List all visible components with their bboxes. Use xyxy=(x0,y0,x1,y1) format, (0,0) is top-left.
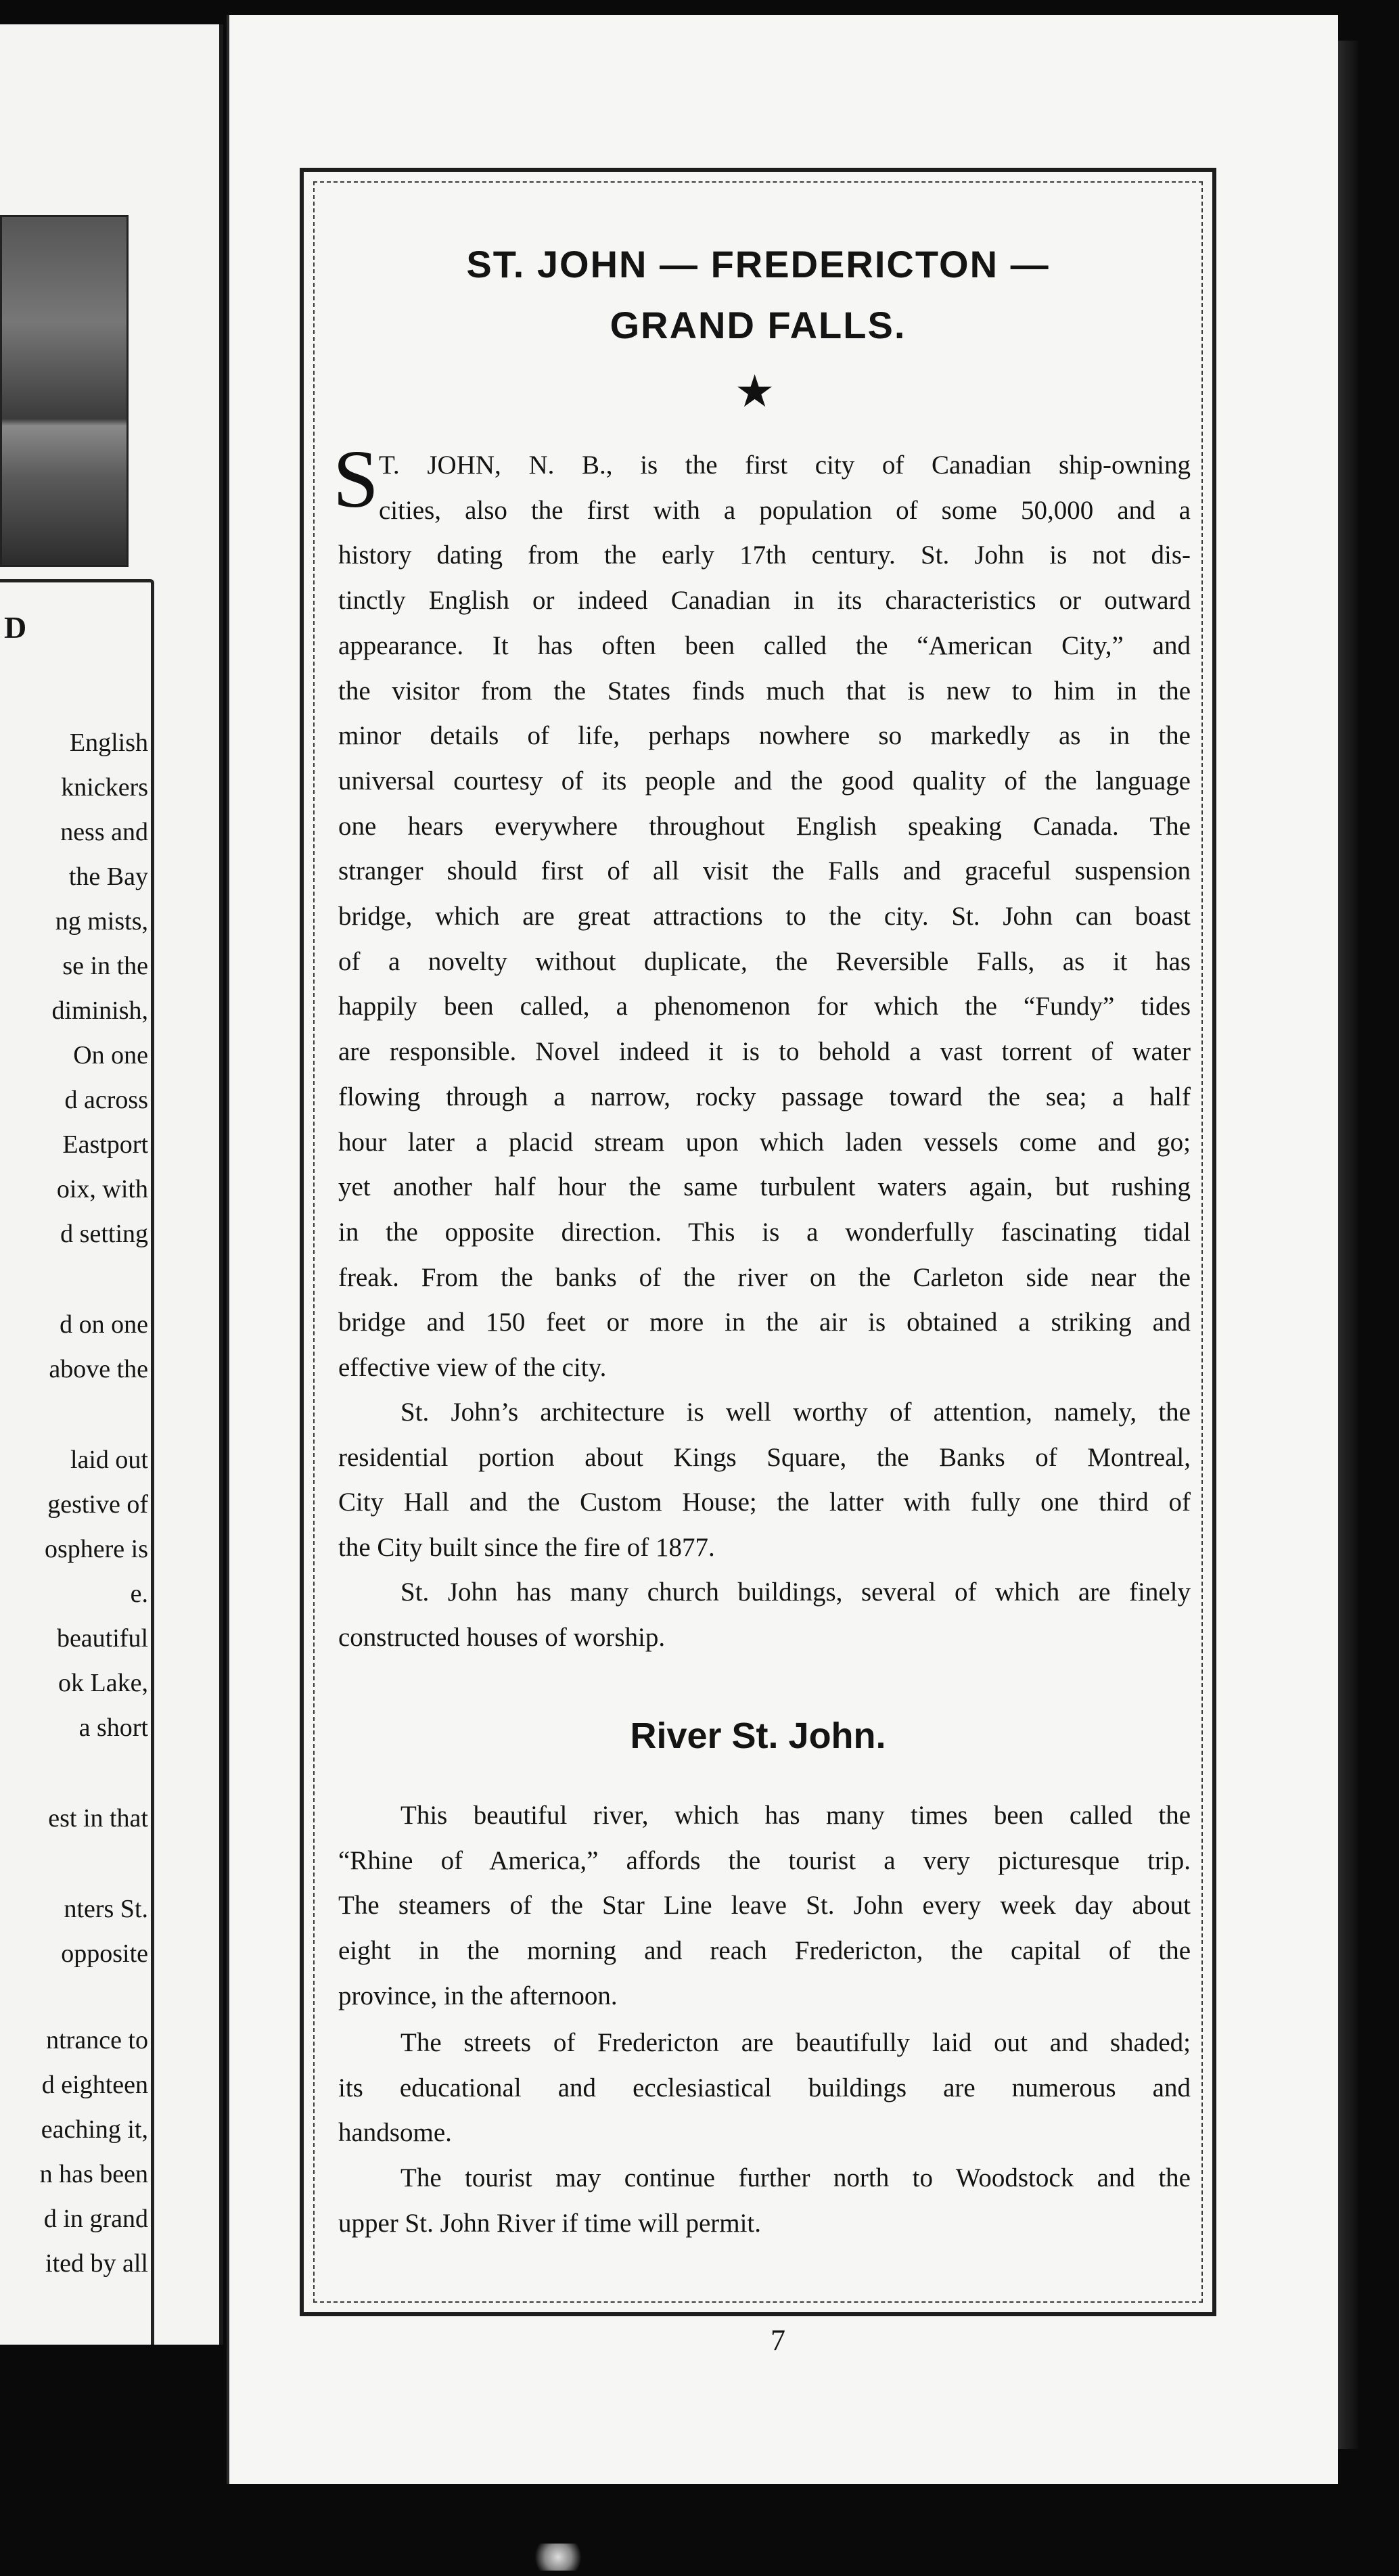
body-text-line: its educational and ecclesiastical buildings are numerous and xyxy=(338,2073,1191,2102)
drop-cap: S xyxy=(333,434,379,525)
body-text-line: upper St. John River if time will permit. xyxy=(338,2208,762,2238)
left-page-line: se in the xyxy=(62,952,148,980)
body-text-line: T. JOHN, N. B., is the first city of Canadian ship-owning xyxy=(379,451,1191,480)
body-text-line: the visitor from the States finds much that is new to him in the xyxy=(338,676,1191,706)
left-page-line: Eastport xyxy=(62,1130,148,1159)
page-title-line2: GRAND FALLS. xyxy=(610,304,907,346)
body-text-line: This beautiful river, which has many times been called the xyxy=(400,1801,1191,1830)
body-text-line: stranger should first of all visit the Falls and graceful suspension xyxy=(338,856,1191,886)
body-text-line: of a novelty without duplicate, the Reversible Falls, as it has xyxy=(338,946,1191,976)
body-text-line: happily been called, a phenomenon for which the “Fundy” tides xyxy=(338,992,1191,1021)
body-text-line: tinctly English or indeed Canadian in its characteristics or outward xyxy=(338,586,1191,616)
star-ornament-icon: ★ xyxy=(735,367,775,417)
body-text-line: hour later a placid stream upon which laden vessels come and go; xyxy=(338,1127,1191,1157)
left-page-line: above the xyxy=(49,1355,148,1383)
left-page-line: beautiful xyxy=(56,1624,148,1653)
left-page-line: diminish, xyxy=(51,996,148,1025)
body-text-line: “Rhine of America,” affords the tourist a very picturesque trip. xyxy=(338,1845,1191,1875)
body-text-line: history dating from the early 17th century. St. John is not dis- xyxy=(338,540,1191,570)
body-text-line: residential portion about Kings Square, the Banks of Montreal, xyxy=(338,1442,1191,1472)
left-page-line: est in that xyxy=(48,1804,148,1833)
body-text-line: one hears everywhere throughout English speaking Canada. The xyxy=(338,811,1191,841)
page-number: 7 xyxy=(771,2324,785,2357)
left-page-line: ness and xyxy=(60,818,148,846)
body-text-line: St. John’s architecture is well worthy of attention, namely, the xyxy=(400,1398,1191,1427)
left-page-line: oix, with xyxy=(56,1175,148,1203)
left-page-line: d setting xyxy=(60,1220,148,1248)
body-text-line: City Hall and the Custom House; the latter with fully one third of xyxy=(338,1488,1191,1517)
section-heading: River St. John. xyxy=(630,1716,886,1756)
body-text-line: effective view of the city. xyxy=(338,1353,607,1382)
left-page-line: n has been xyxy=(39,2160,148,2188)
left-page-line: eaching it, xyxy=(41,2115,148,2144)
left-page-photo xyxy=(0,215,129,567)
left-page-line: the Bay xyxy=(68,862,148,891)
body-text-line: minor details of life, perhaps nowhere so markedly as in the xyxy=(338,721,1191,751)
left-page-line: On one xyxy=(73,1041,148,1070)
body-text-line: constructed houses of worship. xyxy=(338,1622,666,1652)
left-page-line: d eighteen xyxy=(41,2071,148,2099)
left-page-line: d in grand xyxy=(43,2205,148,2233)
left-page-line: opposite xyxy=(61,1939,148,1968)
body-text-line: yet another half hour the same turbulent waters again, but rushing xyxy=(338,1172,1191,1202)
left-page-line: English xyxy=(69,729,148,757)
body-text-line: freak. From the banks of the river on the Carleton side near the xyxy=(338,1262,1191,1292)
body-text-line: province, in the afternoon. xyxy=(338,1981,618,2010)
page-edge xyxy=(1338,41,1358,2449)
body-text-line: bridge and 150 feet or more in the air is obtained a striking and xyxy=(338,1308,1191,1337)
body-text-line: The tourist may continue further north to Woodstock and the xyxy=(400,2163,1191,2192)
body-text-line: The streets of Fredericton are beautifully laid out and shaded; xyxy=(400,2028,1191,2057)
left-page-line: nters St. xyxy=(64,1895,148,1923)
left-page xyxy=(0,24,223,2345)
body-text-line: in the opposite direction. This is a wonderfully fascinating tidal xyxy=(338,1217,1191,1247)
left-page-line: ok Lake, xyxy=(58,1669,148,1697)
left-page-line: ng mists, xyxy=(55,907,148,936)
body-text-line: universal courtesy of its people and the good quality of the language xyxy=(338,766,1191,796)
body-text-line: St. John has many church buildings, several of which are finely xyxy=(400,1578,1191,1607)
left-page-line: d on one xyxy=(60,1310,148,1339)
body-text-line: eight in the morning and reach Fredericton, the capital of the xyxy=(338,1936,1191,1966)
left-page-line: osphere is xyxy=(44,1535,148,1563)
body-text-line: handsome. xyxy=(338,2118,452,2148)
body-text-line: The steamers of the Star Line leave St. John every week day about xyxy=(338,1891,1191,1920)
body-text-line: cities, also the first with a population of some 50,000 and a xyxy=(379,495,1191,525)
left-page-line: ntrance to xyxy=(46,2026,148,2054)
body-text-line: are responsible. Novel indeed it is to behold a vast torrent of water xyxy=(338,1037,1191,1067)
left-page-line: laid out xyxy=(70,1446,148,1474)
left-page-heading-fragment: D xyxy=(4,610,27,645)
body-text-line: bridge, which are great attractions to the city. St. John can boast xyxy=(338,902,1191,931)
body-text-line: the City built since the fire of 1877. xyxy=(338,1533,715,1563)
left-page-line: d across xyxy=(64,1086,148,1114)
scan-artifact xyxy=(528,2544,589,2571)
left-page-line: gestive of xyxy=(47,1490,148,1519)
body-text-line: appearance. It has often been called the “American City,” and xyxy=(338,630,1191,660)
left-page-line: ited by all xyxy=(45,2249,148,2278)
left-page-line: knickers xyxy=(61,773,148,802)
page-title-line1: ST. JOHN — FREDERICTON — xyxy=(466,243,1050,285)
body-text-line: flowing through a narrow, rocky passage toward the sea; a half xyxy=(338,1082,1191,1111)
left-page-line: a short xyxy=(78,1714,148,1742)
left-page-line: e. xyxy=(130,1580,148,1608)
